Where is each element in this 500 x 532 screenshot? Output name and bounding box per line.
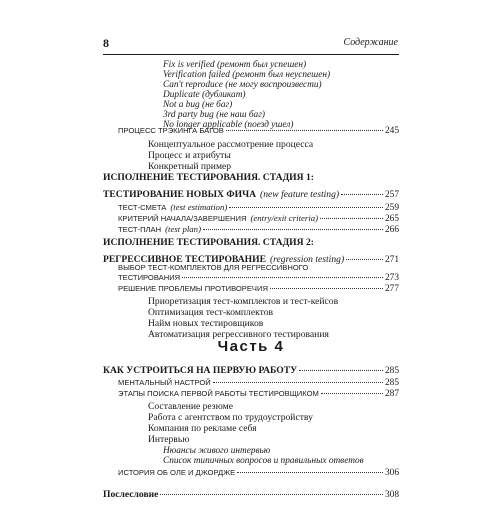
toc-entry-title: ИСТОРИЯ ОБ ОЛЕ И ДЖОРДЖЕ [118,468,236,477]
toc-page: 285 [384,378,399,388]
leader-dots [226,130,383,131]
toc-subitem: Процесс и атрибуты [148,150,231,161]
toc-page: 287 [384,389,399,399]
toc-page: 245 [384,126,399,136]
toc-subitem: Концептуальное рассмотрение процесса [148,139,314,150]
toc-subsubitem: Список типичных вопросов и правильных ответов [163,456,364,466]
toc-entry-title: ТЕСТИРОВАНИЯ [118,273,181,282]
toc-entry-title: МЕНТАЛЬНЫЙ НАСТРОЙ [118,378,211,387]
leader-dots [203,229,383,230]
toc-bug-state: No longer applicable (поезд ушел) [163,120,294,130]
header-rule [103,54,399,55]
toc-entry-regression-selection [118,273,399,283]
toc-page: 306 [384,468,399,478]
toc-entry-mindset [118,378,399,388]
leader-dots [299,370,383,371]
toc-page: 265 [384,214,399,224]
toc-entry-english: (test plan) [165,224,202,234]
toc-chapter-stage2-line1: ИСПОЛНЕНИЕ ТЕСТИРОВАНИЯ. СТАДИЯ 2: [103,237,314,248]
toc-bug-state: 3rd party bug (не наш баг) [163,110,265,120]
leader-dots [346,259,383,260]
toc-entry-english: (entry/exit criteria) [250,213,319,223]
toc-subitem: Работа с агентством по трудоустройству [148,412,313,423]
toc-bug-state: Fix is verified (ремонт был успешен) [163,60,307,70]
toc-bug-state: Can't reproduce (не могу воспроизвести) [163,80,322,90]
toc-chapter-english: (new feature testing) [260,189,340,200]
toc-subitem: Автоматизация регрессивного тестирования [148,329,329,340]
toc-entry-title: ТЕСТ-ПЛАН [118,225,162,234]
page-number: 8 [103,36,109,50]
toc-chapter-first-job [103,365,399,376]
toc-entry-title: ТЕСТ-СМЕТА [118,203,167,212]
leader-dots [237,472,383,473]
toc-chapter-stage1-line1: ИСПОЛНЕНИЕ ТЕСТИРОВАНИЯ. СТАДИЯ 1: [103,172,314,183]
leader-dots [270,288,383,289]
toc-entry-title: ЭТАПЫ ПОИСКА ПЕРВОЙ РАБОТЫ ТЕСТИРОВЩИКОМ [118,389,319,398]
toc-subitem: Приоретизация тест-комплектов и тест-кейсов [148,296,339,307]
toc-chapter-title: РЕГРЕССИВНОЕ ТЕСТИРОВАНИЕ [103,254,266,265]
leader-dots [321,393,383,394]
toc-subitem: Составление резюме [148,401,233,412]
toc-entry-job-search [118,389,399,399]
toc-subitem: Конкретный пример [148,161,232,172]
toc-chapter-title: ТЕСТИРОВАНИЕ НОВЫХ ФИЧА [103,189,257,200]
running-title: Содержание [343,37,398,48]
toc-page: 273 [384,273,399,283]
toc-page: 271 [384,255,399,265]
leader-dots [182,277,383,278]
toc-entry-bug-tracking [118,126,399,136]
toc-chapter-afterword [103,489,399,500]
toc-subitem: Компания по рекламе себя [148,423,257,434]
toc-page: 259 [384,203,399,213]
toc-entry-story [118,468,399,478]
toc-subsubitem: Нюансы живого интервью [163,446,271,456]
toc-bug-state: Duplicate (дубликат) [163,90,246,100]
toc-page: 266 [384,225,399,235]
toc-entry-test-plan [118,219,399,237]
leader-dots [341,194,383,195]
part-heading: Часть 4 [217,338,285,355]
toc-chapter-title: Послесловие [103,489,159,500]
toc-entry-title: КРИТЕРИЙ НАЧАЛА/ЗАВЕРШЕНИЯ [118,214,247,223]
toc-entry-english: (test estimation) [170,202,228,212]
toc-entry-regression-selection-line1: ВЫБОР ТЕСТ-КОМПЛЕКТОВ ДЛЯ РЕГРЕССИВНОГО [118,263,309,272]
toc-page: 285 [384,366,399,376]
toc-bug-state: Not a bug (не баг) [163,100,233,110]
toc-page: 257 [384,190,399,200]
toc-chapter-english: (regression testing) [269,254,345,265]
toc-entry-contradiction [118,284,399,294]
toc-entry-title: РЕШЕНИЕ ПРОБЛЕМЫ ПРОТИВОРЕЧИЯ [118,284,268,293]
leader-dots [213,382,383,383]
toc-page: 308 [384,490,399,500]
leader-dots [160,494,382,495]
toc-subitem: Найм новых тестировщиков [148,318,264,329]
toc-subitem: Оптимизация тест-комплектов [148,307,274,318]
toc-subitem: Интервью [148,434,190,445]
toc-bug-state: Verification failed (ремонт был неуспешен) [163,70,331,80]
toc-chapter-title: КАК УСТРОИТЬСЯ НА ПЕРВУЮ РАБОТУ [103,365,298,376]
toc-entry-title: ПРОЦЕСС ТРЭКИНГА БАГОВ [118,126,224,135]
toc-page: 277 [384,284,399,294]
